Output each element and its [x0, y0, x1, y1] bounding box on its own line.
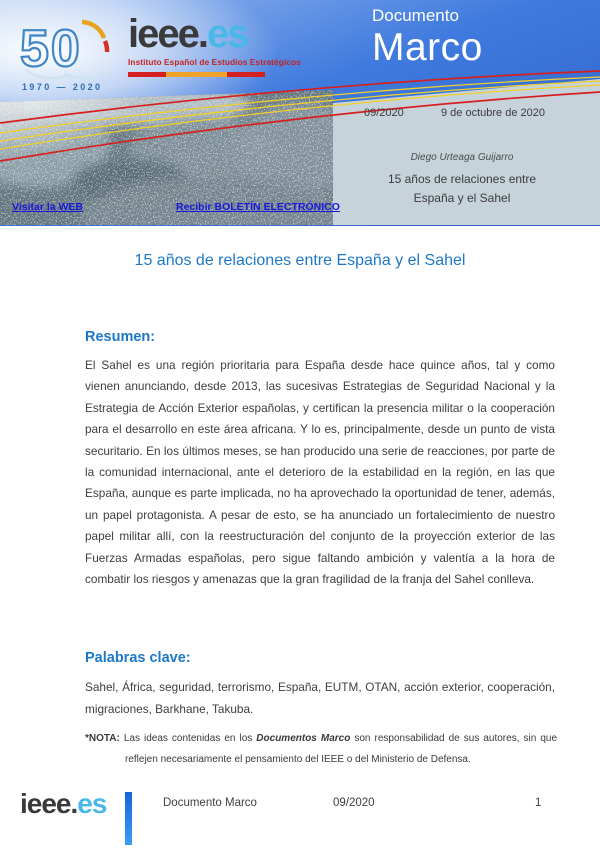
publication-date: 9 de octubre de 2020 [441, 107, 545, 119]
document-type-header [372, 6, 483, 70]
doctype-title: Marco [372, 25, 483, 69]
footer-page-number: 1 [535, 797, 542, 809]
note-label: *NOTA: [85, 733, 120, 744]
ieee-logo-accent-part: es [206, 12, 248, 56]
footer-issue: 09/2020 [333, 797, 375, 809]
anniversary-number: 50 [20, 20, 82, 78]
institute-subtitle: Instituto Español de Estudios Estratégicos [128, 57, 301, 67]
footer-divider-bar [125, 792, 132, 845]
flag-red-right [227, 72, 265, 77]
anniversary-50-logo [12, 12, 130, 96]
footer-logo-dark-part: ieee. [20, 788, 78, 819]
info-panel [333, 80, 591, 225]
keywords-text: Sahel, África, seguridad, terrorismo, España, EUTM, OTAN, acción exterior, cooperación, migraciones, Barkhane, Takuba. [85, 680, 555, 716]
issue-number: 09/2020 [364, 107, 404, 119]
disclaimer-note [85, 729, 557, 770]
footer-logo-accent-part: es [77, 788, 107, 819]
note-text-before: Las ideas contenidas en los [119, 733, 257, 744]
flag-red-left [128, 72, 166, 77]
panel-title-line2: España y el Sahel [413, 191, 511, 205]
note-emphasis: Documentos Marco [256, 733, 351, 744]
panel-title-line1: 15 años de relaciones entre [387, 172, 537, 186]
flag-yellow-middle [166, 72, 227, 77]
anniversary-years: 1970 — 2020 [22, 82, 103, 92]
author-name: Diego Urteaga Guijarro [410, 152, 514, 163]
ieee-logo-dark-part: ieee. [128, 12, 207, 56]
abstract-heading: Resumen: [85, 329, 156, 345]
note-text-after: son responsabilidad de sus autores, sin que reflejen necesariamente el pensamiento del IEEE o del Ministerio de Defensa. [125, 733, 557, 765]
footer-ieee-logo [20, 790, 106, 818]
visit-web-link[interactable]: Visitar la WEB [12, 201, 83, 213]
ieee-logo-wordmark [128, 14, 328, 54]
spain-flag-bar [128, 72, 265, 77]
footer-doc-type: Documento Marco [163, 797, 257, 809]
keywords-heading: Palabras clave: [85, 650, 191, 666]
ieee-logo [128, 14, 328, 77]
abstract-text: El Sahel es una región prioritaria para España desde hace quince años, tal y como vienen anunciando, desde 2013, las sucesivas Estrategias de Seguridad Nacional y la Estrategia de Acción Exterior españolas, y certifican la presencia militar o la cooperación para el desarrollo en este área africana. Y lo es, principalmente, desde un punto de vista securitario. En los últimos meses, se han producido una serie de reacciones, por parte de la comunidad internacional, ante el deterioro de la estabilidad en la región, en las que España, aunque es parte implicada, no ha aprovechado la oportunidad de tener, además, un papel protagonista. A pesar de esto, se ha anunciado un fortalecimiento de nuestro papel militar allí, con la reestructuración del conjunto de la proyección exterior de las Fuerzas Armadas españolas, pero sigue faltando ambición y valentía a la hora de combatir los riesgos y amenazas que la gran fragilidad de la franja del Sahel conlleva. [85, 358, 555, 587]
doctype-kicker: Documento [372, 6, 459, 25]
newsletter-link[interactable]: Recibir BOLETÍN ELECTRÓNICO [176, 201, 340, 213]
article-title: 15 años de relaciones entre España y el Sahel [134, 252, 466, 269]
